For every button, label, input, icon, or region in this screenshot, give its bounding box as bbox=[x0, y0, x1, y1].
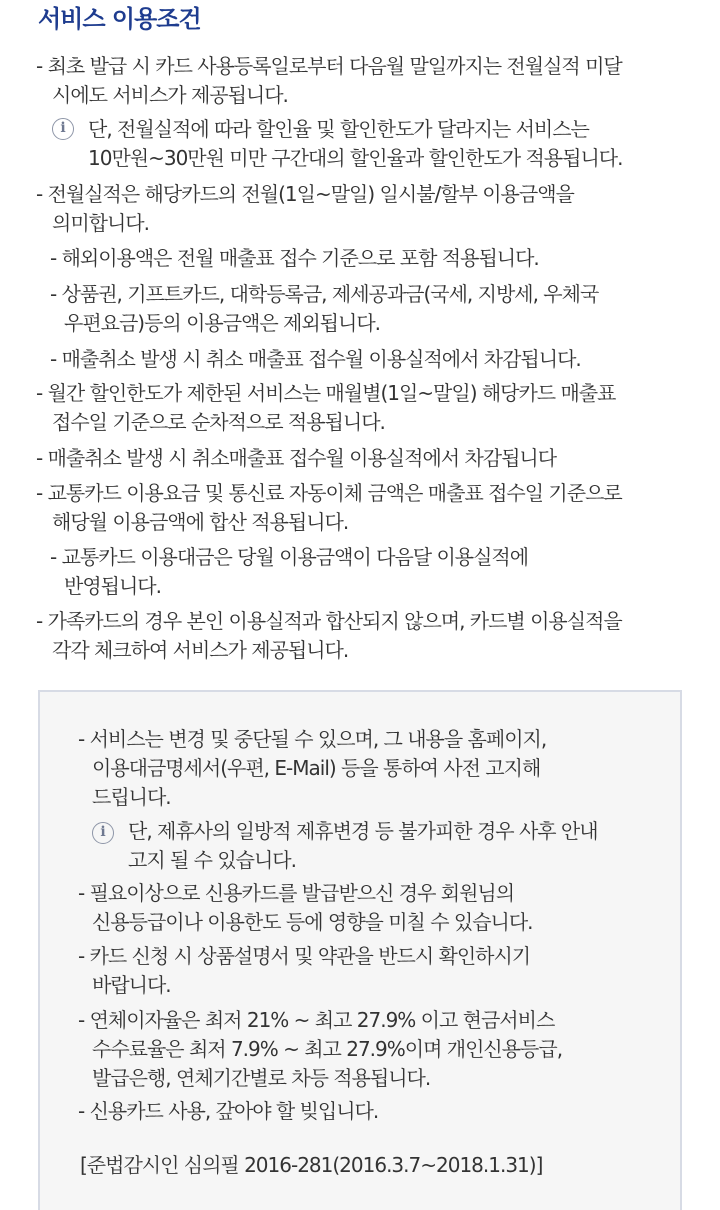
info-note-line: 10만원~30만원 미만 구간대의 할인율과 할인한도가 적용됩니다. bbox=[88, 146, 623, 170]
notice-line: 신용등급이나 이용한도 등에 영향을 미칠 수 있습니다. bbox=[92, 910, 533, 934]
sub-condition-line: - 상품권, 기프트카드, 대학등록금, 제세공과금(국세, 지방세, 우체국 bbox=[50, 282, 599, 306]
notice-line: - 연체이자율은 최저 21% ~ 최고 27.9% 이고 현금서비스 bbox=[78, 1008, 555, 1032]
condition-line: 의미합니다. bbox=[52, 211, 149, 235]
notice-line: - 신용카드 사용, 갚아야 할 빚입니다. bbox=[78, 1099, 379, 1123]
notice-info-line: 단, 제휴사의 일방적 제휴변경 등 불가피한 경우 사후 안내 bbox=[128, 819, 598, 843]
sub-condition-line: - 해외이용액은 전월 매출표 접수 기준으로 포함 적용됩니다. bbox=[50, 246, 539, 270]
sub-condition-line: - 매출취소 발생 시 취소 매출표 접수월 이용실적에서 차감됩니다. bbox=[50, 347, 581, 371]
sub-condition-line: 반영됩니다. bbox=[64, 574, 161, 598]
notice-line: - 필요이상으로 신용카드를 발급받으신 경우 회원님의 bbox=[78, 881, 515, 905]
info-icon: i bbox=[92, 822, 114, 844]
condition-line: - 전월실적은 해당카드의 전월(1일~말일) 일시불/할부 이용금액을 bbox=[36, 182, 574, 206]
condition-line: - 가족카드의 경우 본인 이용실적과 합산되지 않으며, 카드별 이용실적을 bbox=[36, 609, 622, 633]
condition-line: 각각 체크하여 서비스가 제공됩니다. bbox=[52, 638, 349, 662]
notice-line: - 서비스는 변경 및 중단될 수 있으며, 그 내용을 홈페이지, bbox=[78, 727, 547, 751]
condition-line: - 교통카드 이용요금 및 통신료 자동이체 금액은 매출표 접수일 기준으로 bbox=[36, 481, 622, 505]
approval-number: [준법감시인 심의필 2016-281(2016.3.7~2018.1.31)] bbox=[80, 1153, 543, 1177]
notice-line: - 카드 신청 시 상품설명서 및 약관을 반드시 확인하시기 bbox=[78, 944, 531, 968]
condition-line: - 최초 발급 시 카드 사용등록일로부터 다음월 말일까지는 전월실적 미달 bbox=[36, 54, 622, 78]
notice-line: 발급은행, 연체기간별로 차등 적용됩니다. bbox=[92, 1066, 431, 1090]
condition-line: 시에도 서비스가 제공됩니다. bbox=[52, 83, 288, 107]
sub-condition-line: 우편요금)등의 이용금액은 제외됩니다. bbox=[64, 311, 380, 335]
condition-line: 접수일 기준으로 순차적으로 적용됩니다. bbox=[52, 410, 385, 434]
condition-line: 해당월 이용금액에 합산 적용됩니다. bbox=[52, 510, 349, 534]
notice-info-line: 고지 될 수 있습니다. bbox=[128, 848, 296, 872]
notice-line: 바랍니다. bbox=[92, 973, 171, 997]
section-title: 서비스 이용조건 bbox=[38, 5, 201, 33]
condition-line: - 월간 할인한도가 제한된 서비스는 매월별(1일~말일) 해당카드 매출표 bbox=[36, 381, 616, 405]
info-note-line: 단, 전월실적에 따라 할인율 및 할인한도가 달라지는 서비스는 bbox=[88, 117, 589, 141]
sub-condition-line: - 교통카드 이용대금은 당월 이용금액이 다음달 이용실적에 bbox=[50, 545, 529, 569]
notice-line: 드립니다. bbox=[92, 785, 171, 809]
info-icon: i bbox=[52, 118, 74, 140]
condition-line: - 매출취소 발생 시 취소매출표 접수월 이용실적에서 차감됩니다 bbox=[36, 446, 557, 470]
notice-line: 수수료율은 최저 7.9% ~ 최고 27.9%이며 개인신용등급, bbox=[92, 1037, 563, 1061]
notice-line: 이용대금명세서(우편, E-Mail) 등을 통하여 사전 고지해 bbox=[92, 756, 541, 780]
